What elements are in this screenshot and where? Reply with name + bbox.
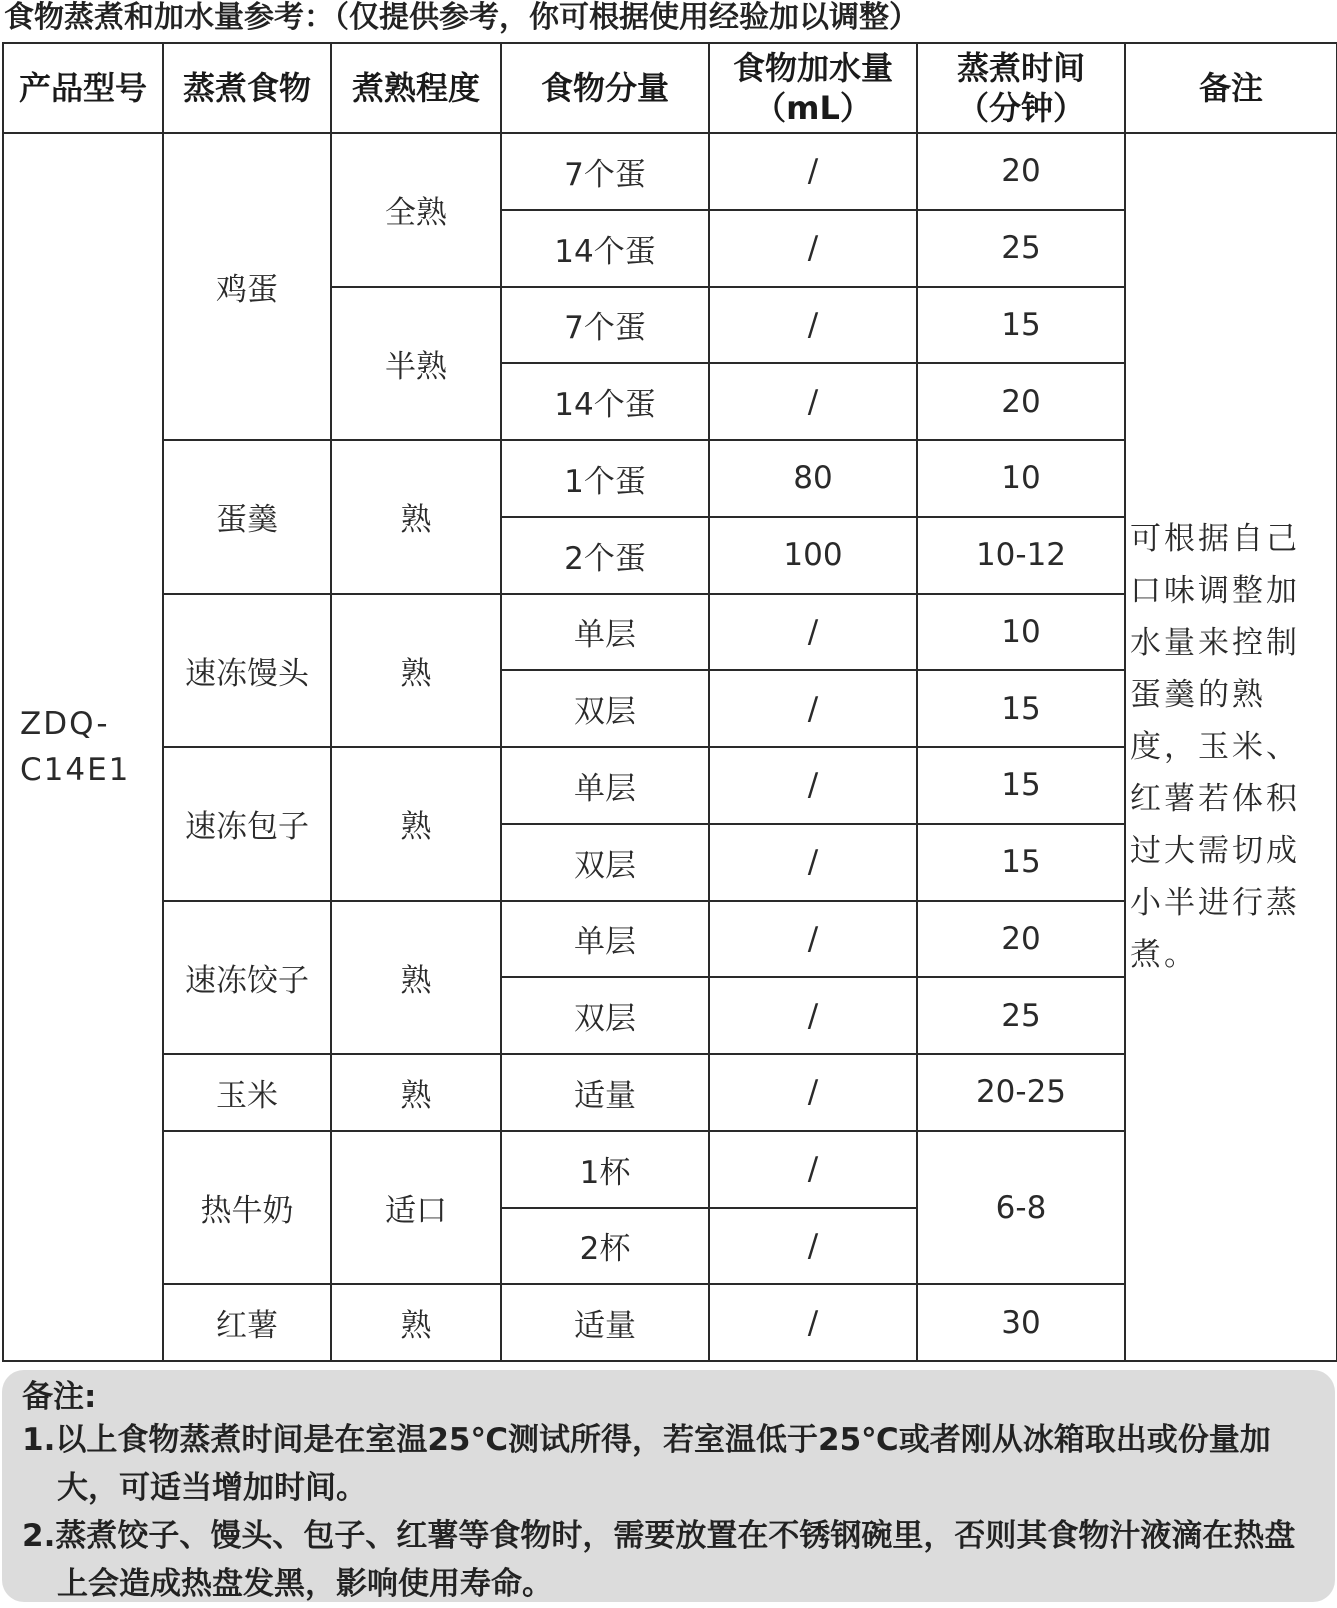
model-line1: ZDQ- [20, 706, 110, 742]
food-cell: 鸡蛋 [163, 133, 331, 440]
food-cell: 玉米 [163, 1054, 331, 1131]
portion-cell: 2杯 [501, 1208, 709, 1285]
portion-cell: 14个蛋 [501, 210, 709, 287]
portion-cell: 1杯 [501, 1131, 709, 1208]
time-cell: 15 [917, 747, 1125, 824]
header-note: 备注 [1125, 43, 1337, 133]
water-cell: / [709, 594, 917, 671]
portion-cell: 14个蛋 [501, 363, 709, 440]
water-cell: 100 [709, 517, 917, 594]
remark-cell: 可根据自己口味调整加水量来控制蛋羹的熟度，玉米、红薯若体积过大需切成小半进行蒸煮。 [1125, 133, 1337, 1361]
portion-cell: 适量 [501, 1284, 709, 1361]
food-cell: 热牛奶 [163, 1131, 331, 1285]
time-cell: 25 [917, 977, 1125, 1054]
water-cell: 80 [709, 440, 917, 517]
doneness-cell: 半熟 [331, 287, 501, 441]
time-cell: 20 [917, 363, 1125, 440]
time-cell: 25 [917, 210, 1125, 287]
food-cell: 速冻馒头 [163, 594, 331, 748]
time-cell: 10 [917, 594, 1125, 671]
portion-cell: 适量 [501, 1054, 709, 1131]
time-cell: 20 [917, 133, 1125, 210]
portion-cell: 双层 [501, 824, 709, 901]
food-cell: 速冻包子 [163, 747, 331, 901]
header-doneness: 煮熟程度 [331, 43, 501, 133]
header-time-line2: （分钟） [956, 89, 1085, 127]
time-cell: 15 [917, 670, 1125, 747]
time-cell: 20-25 [917, 1054, 1125, 1131]
portion-cell: 双层 [501, 670, 709, 747]
model-line2: C14E1 [20, 752, 131, 788]
water-cell: / [709, 977, 917, 1054]
time-cell: 15 [917, 287, 1125, 364]
doneness-cell: 熟 [331, 1054, 501, 1131]
doneness-cell: 熟 [331, 594, 501, 748]
header-time [917, 43, 1125, 133]
portion-cell: 单层 [501, 901, 709, 978]
water-cell: / [709, 210, 917, 287]
water-cell: / [709, 1284, 917, 1361]
note-item-1: 1.以上食物蒸煮时间是在室温25℃测试所得，若室温低于25℃或者刚从冰箱取出或份量加大，可适当增加时间。 [22, 1422, 1271, 1506]
header-time-line1: 蒸煮时间 [956, 49, 1085, 87]
food-cell: 红薯 [163, 1284, 331, 1361]
water-cell: / [709, 1054, 917, 1131]
header-row [3, 43, 1337, 133]
model-cell [3, 133, 163, 1361]
portion-cell: 2个蛋 [501, 517, 709, 594]
water-cell: / [709, 747, 917, 824]
portion-cell: 7个蛋 [501, 133, 709, 210]
portion-cell: 1个蛋 [501, 440, 709, 517]
time-cell: 30 [917, 1284, 1125, 1361]
portion-cell: 单层 [501, 747, 709, 824]
water-cell: / [709, 1131, 917, 1208]
header-model: 产品型号 [3, 43, 163, 133]
steaming-reference-table [2, 42, 1337, 1362]
doneness-cell: 熟 [331, 440, 501, 594]
notes-heading: 备注: [22, 1379, 97, 1415]
header-food: 蒸煮食物 [163, 43, 331, 133]
portion-cell: 7个蛋 [501, 287, 709, 364]
water-cell: / [709, 901, 917, 978]
table-body [3, 133, 1337, 1361]
doneness-cell: 熟 [331, 1284, 501, 1361]
notes-box [2, 1370, 1335, 1602]
portion-cell: 单层 [501, 594, 709, 671]
water-cell: / [709, 287, 917, 364]
time-cell: 20 [917, 901, 1125, 978]
water-cell: / [709, 133, 917, 210]
note-item-2: 2.蒸煮饺子、馒头、包子、红薯等食物时，需要放置在不锈钢碗里，否则其食物汁液滴在热盘上会造成热盘发黑，影响使用寿命。 [22, 1518, 1296, 1602]
header-portion: 食物分量 [501, 43, 709, 133]
food-cell: 速冻饺子 [163, 901, 331, 1055]
food-cell: 蛋羹 [163, 440, 331, 594]
time-cell: 6-8 [917, 1131, 1125, 1285]
water-cell: / [709, 824, 917, 901]
water-cell: / [709, 363, 917, 440]
time-cell: 10-12 [917, 517, 1125, 594]
table-row [3, 133, 1337, 210]
time-cell: 10 [917, 440, 1125, 517]
time-cell: 15 [917, 824, 1125, 901]
doneness-cell: 熟 [331, 747, 501, 901]
header-water [709, 43, 917, 133]
page-title: 食物蒸煮和加水量参考：（仅提供参考，你可根据使用经验加以调整） [4, 0, 919, 35]
doneness-cell: 适口 [331, 1131, 501, 1285]
header-water-line2: （mL） [754, 89, 872, 127]
doneness-cell: 熟 [331, 901, 501, 1055]
water-cell: / [709, 1208, 917, 1285]
header-water-line1: 食物加水量 [732, 49, 893, 87]
portion-cell: 双层 [501, 977, 709, 1054]
doneness-cell: 全熟 [331, 133, 501, 287]
water-cell: / [709, 670, 917, 747]
